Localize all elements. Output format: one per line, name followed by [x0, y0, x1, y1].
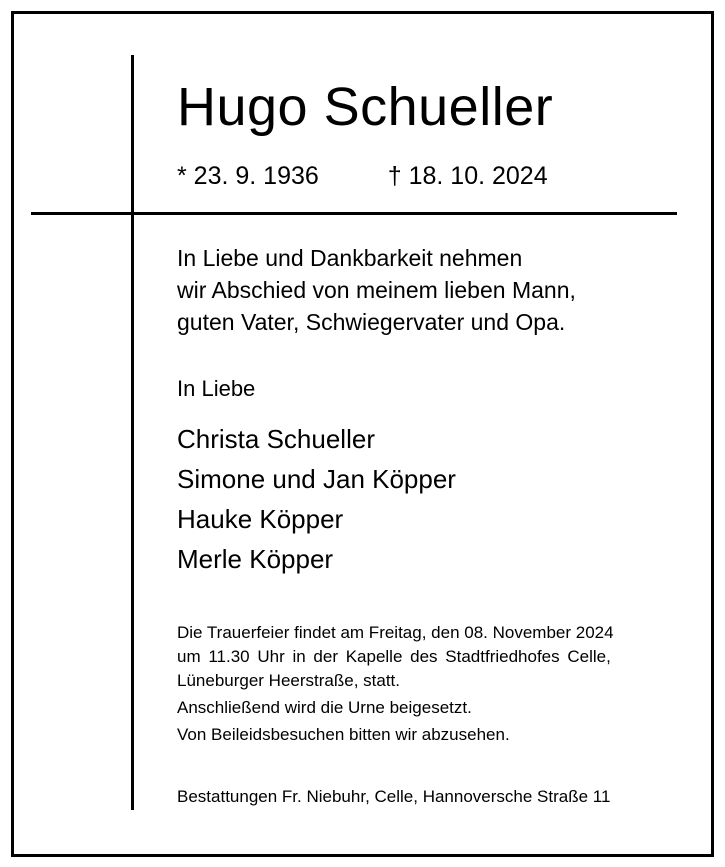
- farewell-line: In Liebe und Dankbarkeit nehmen: [177, 245, 523, 271]
- service-details: [177, 621, 675, 747]
- life-dates: [177, 160, 685, 192]
- service-line: Die Trauerfeier findet am Freitag, den 08. November 2024: [177, 623, 614, 642]
- family-list: [177, 419, 685, 579]
- service-line: Lüneburger Heerstraße, statt.: [177, 671, 401, 690]
- family-member: Christa Schueller: [177, 424, 375, 454]
- cross-vertical-bar: [131, 55, 134, 810]
- family-member: Simone und Jan Köpper: [177, 464, 456, 494]
- urn-note: Anschließend wird die Urne beigesetzt.: [177, 698, 472, 717]
- deceased-name: Hugo Schueller: [177, 77, 554, 137]
- birth-date: * 23. 9. 1936: [177, 162, 319, 190]
- condolence-note: Von Beileidsbesuchen bitten wir abzusehen.: [177, 725, 510, 744]
- farewell-line: wir Abschied von meinem lieben Mann,: [177, 277, 576, 303]
- undertaker-info: Bestattungen Fr. Niebuhr, Celle, Hannoversche Straße 11: [177, 787, 611, 806]
- cross-horizontal-bar: [31, 212, 677, 215]
- closing-phrase: In Liebe: [177, 376, 256, 401]
- farewell-line: guten Vater, Schwiegervater und Opa.: [177, 309, 566, 335]
- family-member: Hauke Köpper: [177, 504, 344, 534]
- family-member: Merle Köpper: [177, 544, 334, 574]
- death-date: † 18. 10. 2024: [387, 162, 548, 190]
- service-line: um 11.30 Uhr in der Kapelle des Stadtfriedhofes Celle,: [177, 647, 611, 666]
- farewell-text: [177, 242, 685, 338]
